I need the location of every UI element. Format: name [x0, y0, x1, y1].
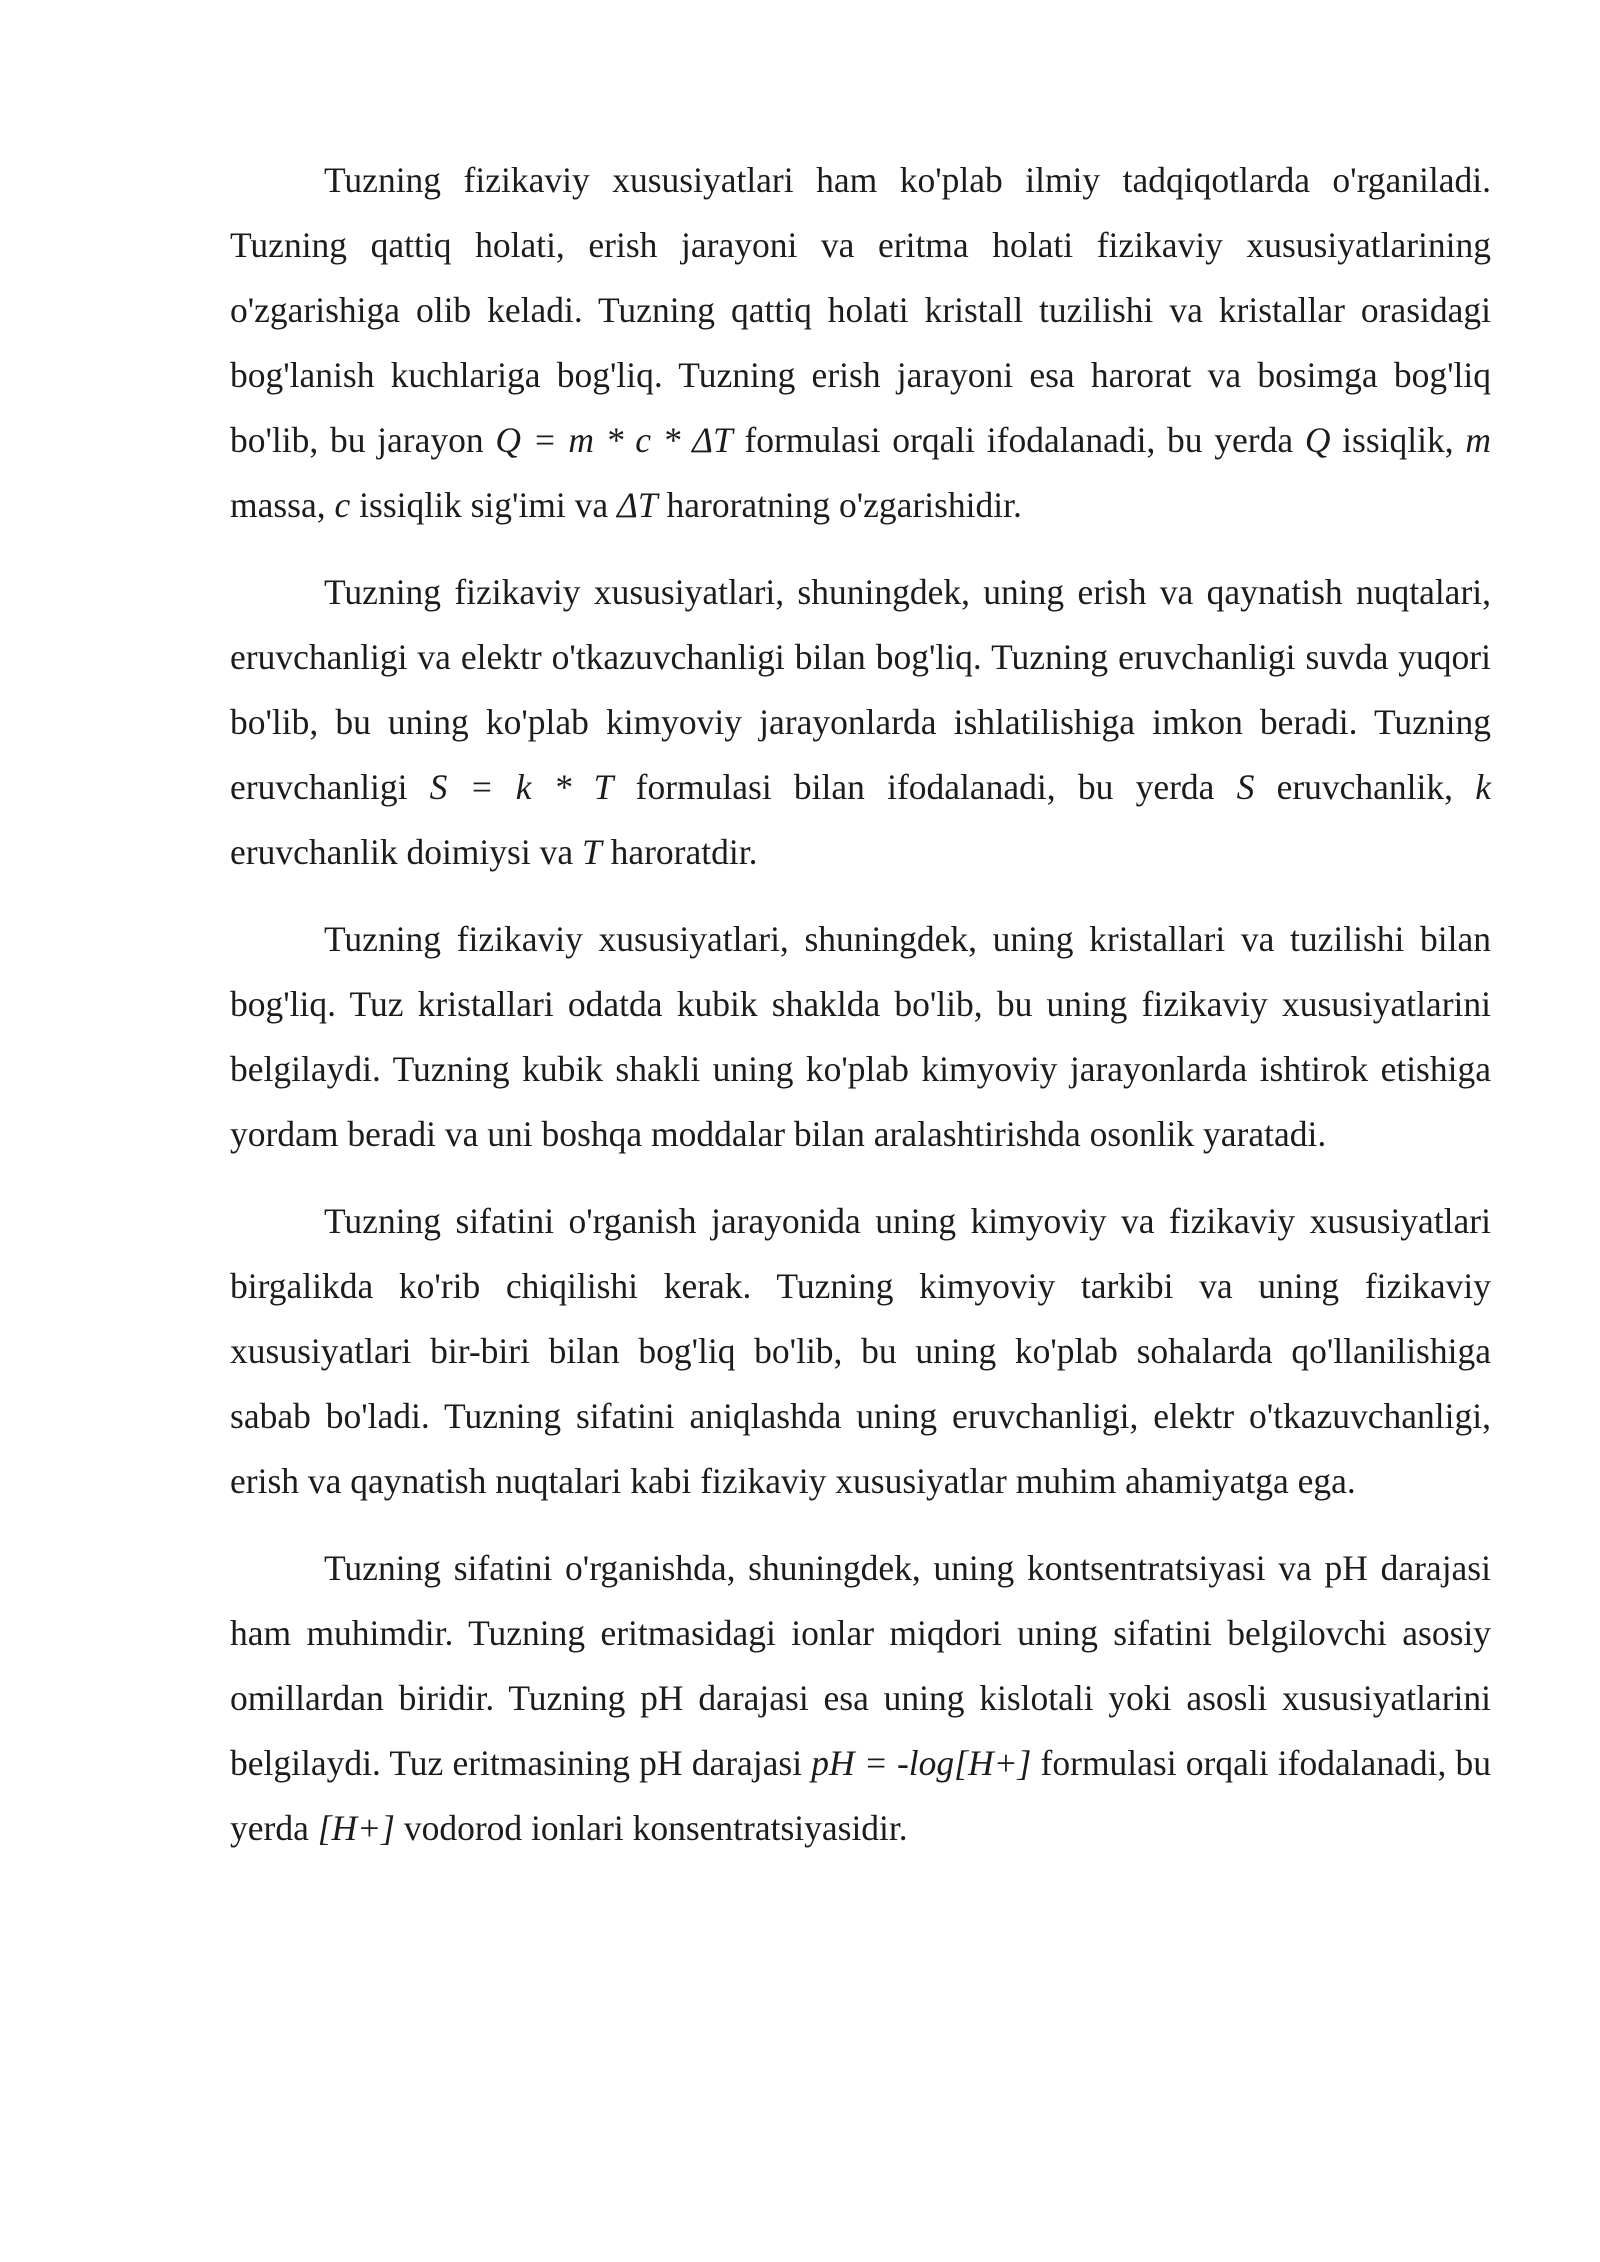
symbol-m: m	[1465, 420, 1491, 460]
document-page	[230, 148, 1491, 1883]
paragraph-text: formulasi bilan ifodalanadi, bu yerda	[613, 767, 1237, 807]
paragraph-crystals	[230, 907, 1491, 1167]
symbol-t: T	[581, 832, 602, 872]
symbol-q: Q	[1304, 420, 1331, 460]
paragraph-text: Tuzning fizikaviy xususiyatlari, shuningdek, uning erish va qaynatish nuqtalari, eruvchanligi va elektr o'tkazuvchanligi bilan bog'liq. Tuzning eruvchanligi suvda yuqori bo'lib, bu uning ko'plab kimyoviy jarayonlarda ishlatilishiga imkon beradi. Tuzning eruvchanligi	[230, 572, 1491, 807]
paragraph-text: Tuzning sifatini o'rganish jarayonida uning kimyoviy va fizikaviy xususiyatlari birgalikda ko'rib chiqilishi kerak. Tuzning kimyoviy tarkibi va uning fizikaviy xususiyatlari bir-biri bilan bog'liq bo'lib, bu uning ko'plab sohalarda qo'llanilishiga sabab bo'ladi. Tuzning sifatini aniqlashda uning eruvchanligi, elektr o'tkazuvchanligi, erish va qaynatish nuqtalari kabi fizikaviy xususiyatlar muhim ahamiyatga ega.	[230, 1201, 1491, 1501]
paragraph-text: issiqlik,	[1330, 420, 1466, 460]
paragraph-text: formulasi orqali ifodalanadi, bu yerda	[230, 1743, 1491, 1848]
symbol-s: S	[1236, 767, 1255, 807]
symbol-h-plus: [H+]	[317, 1808, 395, 1848]
paragraph-ph	[230, 1536, 1491, 1861]
paragraph-text: haroratning o'zgarishidir.	[657, 485, 1022, 525]
symbol-c: c	[334, 485, 351, 525]
paragraph-text: eruvchanlik,	[1254, 767, 1476, 807]
paragraph-text: eruvchanlik doimiysi va	[230, 832, 582, 872]
paragraph-quality	[230, 1189, 1491, 1514]
formula-solubility: S = k * T	[429, 767, 614, 807]
paragraph-text: issiqlik sig'imi va	[350, 485, 618, 525]
formula-heat: Q = m * c * ΔT	[495, 420, 733, 460]
paragraph-text: massa,	[230, 485, 335, 525]
paragraph-solubility	[230, 560, 1491, 885]
paragraph-text: Tuzning fizikaviy xususiyatlari, shuningdek, uning kristallari va tuzilishi bilan bog'liq. Tuz kristallari odatda kubik shaklda bo'lib, bu uning fizikaviy xususiyatlarini belgilaydi. Tuzning kubik shakli uning ko'plab kimyoviy jarayonlarda ishtirok etishiga yordam beradi va uni boshqa moddalar bilan aralashtirishda osonlik yaratadi.	[230, 919, 1491, 1154]
paragraph-heat-formula	[230, 148, 1491, 538]
formula-ph: pH = -log[H+]	[811, 1743, 1032, 1783]
paragraph-text: haroratdir.	[601, 832, 758, 872]
symbol-delta-t: ΔT	[617, 485, 658, 525]
paragraph-text: formulasi orqali ifodalanadi, bu yerda	[732, 420, 1305, 460]
symbol-k: k	[1475, 767, 1491, 807]
paragraph-text: Tuzning sifatini o'rganishda, shuningdek, uning kontsentratsiyasi va pH darajasi ham muhimdir. Tuzning eritmasidagi ionlar miqdori uning sifatini belgilovchi asosiy omillardan biridir. Tuzning pH darajasi esa uning kislotali yoki asosli xususiyatlarini belgilaydi. Tuz eritmasining pH darajasi	[230, 1548, 1491, 1783]
paragraph-text: Tuzning fizikaviy xususiyatlari ham ko'plab ilmiy tadqiqotlarda o'rganiladi. Tuzning qattiq holati, erish jarayoni va eritma holati fizikaviy xususiyatlarining o'zgarishiga olib keladi. Tuzning qattiq holati kristall tuzilishi va kristallar orasidagi bog'lanish kuchlariga bog'liq. Tuzning erish jarayoni esa harorat va bosimga bog'liq bo'lib, bu jarayon	[230, 160, 1491, 460]
paragraph-text: vodorod ionlari konsentratsiyasidir.	[394, 1808, 908, 1848]
